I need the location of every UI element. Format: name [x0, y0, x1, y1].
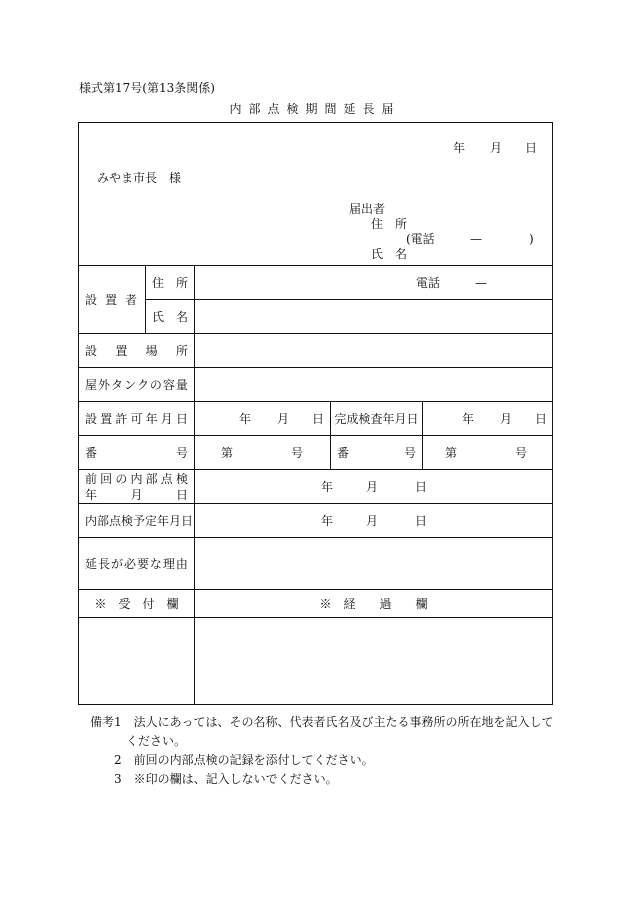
note-3: 3 ※印の欄は、記入しないでください。 — [90, 772, 338, 786]
permit-number-label-cell — [79, 436, 195, 470]
tank-capacity-label-cell — [79, 368, 195, 402]
application-form-table — [78, 122, 553, 705]
scheduled-inspection-row — [79, 504, 553, 538]
permit-number-go: 号 — [291, 446, 304, 460]
previous-inspection-month: 月 — [366, 480, 379, 494]
scheduled-inspection-label-cell — [79, 504, 195, 538]
completion-number-value[interactable] — [423, 436, 553, 470]
notes — [90, 713, 554, 789]
permit-date-label: 設 置 許 可 年 月 日 — [85, 411, 188, 426]
applicant-phone-dash: — — [470, 232, 482, 246]
installer-address-label-cell — [146, 266, 195, 300]
office-use-header-row — [79, 590, 553, 618]
installer-name-value[interactable] — [195, 300, 553, 334]
tank-capacity-row — [79, 368, 553, 402]
applicant-address-label: 住 所 — [371, 217, 408, 231]
previous-inspection-row — [79, 470, 553, 504]
permit-month: 月 — [277, 412, 290, 426]
form-title: 内部点検期間延長届 — [229, 102, 401, 116]
previous-inspection-value[interactable] — [195, 470, 553, 504]
completion-date-value[interactable] — [423, 402, 553, 436]
applicant-phone-close: ) — [529, 232, 534, 246]
permit-number-label: 番 号 — [85, 445, 188, 460]
number-row — [79, 436, 553, 470]
location-label-cell — [79, 334, 195, 368]
form-header-row — [79, 123, 553, 266]
form-number: 様式第17号(第13条関係) — [79, 81, 215, 95]
scheduled-inspection-label: 内部点検予定年月日 — [85, 513, 194, 528]
applicant-phone-open: (電話 — [406, 232, 435, 246]
permit-number-value[interactable] — [195, 436, 331, 470]
installer-name-label: 氏 名 — [152, 309, 188, 324]
permit-date-row — [79, 402, 553, 436]
scheduled-inspection-value[interactable] — [195, 504, 553, 538]
completion-number-go: 号 — [515, 446, 528, 460]
installer-name-row — [79, 300, 553, 334]
previous-inspection-label-cell — [79, 470, 195, 504]
tank-capacity-value[interactable] — [195, 368, 553, 402]
permit-date-label-cell — [79, 402, 195, 436]
progress-label-cell — [195, 590, 553, 618]
completion-date-label: 完成検査年月日 — [334, 411, 419, 426]
installer-phone-label: 電話 — [416, 276, 441, 290]
date-month: 月 — [490, 141, 503, 155]
extension-reason-row — [79, 538, 553, 590]
completion-number-label: 番 号 — [337, 445, 416, 460]
applicant-name-label: 氏 名 — [371, 247, 408, 261]
completion-month: 月 — [500, 412, 513, 426]
applicant-label: 届出者 — [349, 202, 386, 216]
progress-area — [195, 618, 553, 705]
office-use-body-row — [79, 618, 553, 705]
note-1: 備考1 法人にあっては、その名称、代表者氏名及び主たる事務所の所在地を記入して — [90, 715, 554, 729]
form-header-cell — [79, 123, 553, 266]
installer-phone-dash: — — [475, 276, 487, 290]
permit-date-value[interactable] — [195, 402, 331, 436]
installer-address-row — [79, 266, 553, 300]
location-label: 設 置 場 所 — [85, 343, 188, 358]
location-value[interactable] — [195, 334, 553, 368]
completion-date-label-cell — [331, 402, 423, 436]
permit-day: 日 — [312, 412, 325, 426]
reception-label: ※ 受 付 欄 — [94, 596, 179, 611]
date-day: 日 — [525, 141, 538, 155]
date-year: 年 — [453, 141, 466, 155]
installer-name-label-cell — [146, 300, 195, 334]
extension-reason-label: 延 長 が 必 要 な 理 由 — [85, 556, 188, 571]
completion-day: 日 — [535, 412, 548, 426]
extension-reason-value[interactable] — [195, 538, 553, 590]
installer-address-label: 住 所 — [152, 275, 188, 290]
installer-address-value[interactable] — [195, 266, 553, 300]
previous-inspection-label-line2: 年 月 日 — [85, 487, 188, 502]
previous-inspection-label-line1: 前 回 の 内 部 点 検 — [85, 471, 188, 486]
completion-number-label-cell — [331, 436, 423, 470]
scheduled-day: 日 — [415, 514, 428, 528]
note-1-cont: ください。 — [90, 734, 187, 748]
extension-reason-label-cell — [79, 538, 195, 590]
previous-inspection-day: 日 — [415, 480, 428, 494]
scheduled-year: 年 — [321, 514, 334, 528]
installer-label-cell — [79, 266, 146, 334]
permit-year: 年 — [239, 412, 252, 426]
previous-inspection-year: 年 — [321, 480, 334, 494]
reception-area — [79, 618, 195, 705]
permit-number-dai: 第 — [221, 446, 234, 460]
progress-label: ※ 経 過 欄 — [319, 596, 428, 611]
addressee: みやま市長 様 — [97, 171, 182, 185]
tank-capacity-label: 屋 外 タ ン ク の 容 量 — [85, 377, 188, 392]
completion-year: 年 — [462, 412, 475, 426]
completion-number-dai: 第 — [445, 446, 458, 460]
installer-label: 設 置 者 — [85, 292, 137, 307]
scheduled-month: 月 — [366, 514, 379, 528]
note-2: 2 前回の内部点検の記録を添付してください。 — [90, 753, 374, 767]
reception-label-cell — [79, 590, 195, 618]
location-row — [79, 334, 553, 368]
